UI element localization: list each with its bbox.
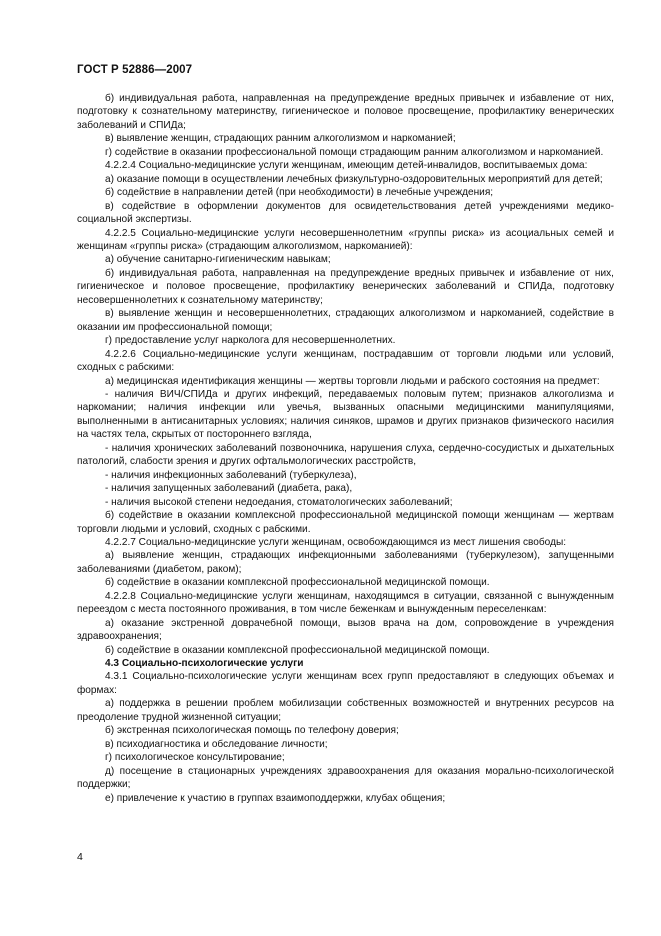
paragraph: б) содействие в направлении детей (при необходимости) в лечебные учреждения; xyxy=(105,187,494,199)
paragraph: б) содействие в оказании комплексной профессиональной медицинской помощи. xyxy=(105,644,490,656)
list-item: - наличия запущенных заболеваний (диабета, рака), xyxy=(105,483,353,495)
paragraph: а) выявление женщин, страдающих инфекционными заболеваниями (туберкулезом), запущенными заболеваниями (диабетом, раком); xyxy=(77,550,614,575)
paragraph: а) медицинская идентификация женщины — жертвы торговли людьми и рабского состояния на предмет: xyxy=(105,375,600,387)
paragraph: а) обучение санитарно-гигиеническим навыкам; xyxy=(105,254,331,266)
paragraph: 4.2.2.4 Социально-медицинские услуги женщинам, имеющим детей-инвалидов, воспитываемых дома: xyxy=(105,160,588,172)
paragraph: г) психологическое консультирование; xyxy=(105,752,285,764)
paragraph: 4.3.1 Социально-психологические услуги женщинам всех групп предоставляют в следующих объемах и формах: xyxy=(77,671,614,696)
paragraph: в) содействие в оформлении документов для освидетельствования детей учреждениями медико-социальной экспертизы. xyxy=(77,200,614,226)
paragraph: б) содействие в оказании комплексной профессиональной медицинской помощи женщинам — жертвам торговли людьми и условий, сходных с рабскими. xyxy=(77,510,614,535)
list-item: - наличия хронических заболеваний позвоночника, нарушения слуха, сердечно-сосудистых и дыхательных патологий, слабости зрения и других офтальмологических расстройств, xyxy=(77,442,614,468)
page-number: 4 xyxy=(77,851,83,863)
paragraph: е) привлечение к участию в группах взаимоподдержки, клубах общения; xyxy=(105,792,446,804)
paragraph: в) психодиагностика и обследование личности; xyxy=(105,738,328,750)
list-item: - наличия высокой степени недоедания, стоматологических заболеваний; xyxy=(105,496,453,508)
paragraph: в) выявление женщин, страдающих ранним алкоголизмом и наркоманией; xyxy=(105,133,456,145)
paragraph: 4.2.2.5 Социально-медицинские услуги несовершеннолетним «группы риска» из асоциальных семей и женщинам «группы риска» (страдающим алкоголизмом, наркоманией): xyxy=(77,227,614,252)
document-body xyxy=(77,92,614,805)
paragraph: б) экстренная психологическая помощь по телефону доверия; xyxy=(105,725,399,737)
paragraph: а) поддержка в решении проблем мобилизации собственных возможностей и внутренних ресурсов на преодоление трудной жизненной ситуации; xyxy=(77,698,614,723)
paragraph: г) предоставление услуг нарколога для несовершеннолетних. xyxy=(105,335,396,347)
paragraph: б) содействие в оказании комплексной профессиональной медицинской помощи. xyxy=(105,577,490,589)
paragraph: а) оказание помощи в осуществлении лечебных физкультурно-оздоровительных мероприятий для детей; xyxy=(105,173,603,185)
section-heading: 4.3 Социально-психологические услуги xyxy=(105,658,304,670)
paragraph: 4.2.2.7 Социально-медицинские услуги женщинам, освобождающимся из мест лишения свободы: xyxy=(105,536,567,548)
paragraph: 4.2.2.8 Социально-медицинские услуги женщинам, находящимся в ситуации, связанной с вынужденным переездом с места постоянного проживания, в том числе беженкам и вынужденным переселенкам: xyxy=(77,590,614,616)
paragraph: б) индивидуальная работа, направленная на предупреждение вредных привычек и избавление от них, гигиеническое и половое просвещение, профилактику венерических заболеваний и СПИДа, подготовку несовершеннолетних к сознательному материнству; xyxy=(77,267,614,306)
list-item: - наличия ВИЧ/СПИДа и других инфекций, передаваемых половым путем; признаков алкоголизма и наркомании; наличия инфекции или увечья, вызванных опасными медицинскими манипуляциями, выполненными в антисанитарных условиях; наличия синяков, шрамов и других признаков физического насилия на частях тела, скрытых от постороннего взгляда, xyxy=(77,388,614,441)
paragraph: д) посещение в стационарных учреждениях здравоохранения для оказания морально-психологической поддержки; xyxy=(77,765,614,791)
document-header: ГОСТ Р 52886—2007 xyxy=(77,64,193,76)
paragraph: в) выявление женщин и несовершеннолетних, страдающих алкоголизмом и наркоманией, содействие в оказании им профессиональной помощи; xyxy=(77,308,614,333)
paragraph: а) оказание экстренной доврачебной помощи, вызов врача на дом, сопровождение в учреждения здравоохранения; xyxy=(77,617,614,643)
paragraph: б) индивидуальная работа, направленная на предупреждение вредных привычек и избавление от них, подготовку к сознательному материнству, гигиеническое и половое просвещение, профилактику венерических заболеваний и СПИДа; xyxy=(77,93,614,131)
paragraph: 4.2.2.6 Социально-медицинские услуги женщинам, пострадавшим от торговли людьми или условий, сходных с рабскими: xyxy=(77,348,614,374)
paragraph: г) содействие в оказании профессиональной помощи страдающим ранним алкоголизмом и наркоманией. xyxy=(105,146,604,158)
list-item: - наличия инфекционных заболеваний (туберкулеза), xyxy=(105,469,357,481)
